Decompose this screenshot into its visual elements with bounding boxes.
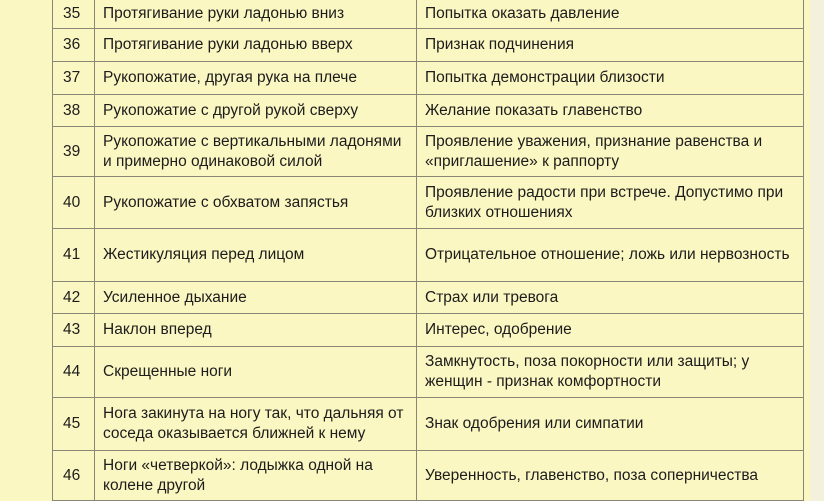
gesture-cell: Протягивание руки ладонью вниз xyxy=(95,0,417,29)
row-number: 39 xyxy=(53,127,95,177)
table-row xyxy=(53,398,804,451)
meaning-cell: Проявление уважения, признание равенства и «приглашение» к раппорту xyxy=(417,127,804,177)
meaning-cell: Попытка демонстрации близости xyxy=(417,62,804,95)
table-row xyxy=(53,282,804,314)
row-number: 43 xyxy=(53,314,95,347)
meaning-cell: Замкнутость, поза покорности или защиты; у женщин - признак комфортности xyxy=(417,347,804,398)
row-number: 44 xyxy=(53,347,95,398)
row-number: 37 xyxy=(53,62,95,95)
row-number: 46 xyxy=(53,451,95,501)
row-number: 45 xyxy=(53,398,95,451)
meaning-cell: Уверенность, главенство, поза соперничества xyxy=(417,451,804,501)
row-number: 41 xyxy=(53,229,95,282)
row-number: 40 xyxy=(53,177,95,229)
meaning-cell: Интерес, одобрение xyxy=(417,314,804,347)
meaning-cell: Знак одобрения или симпатии xyxy=(417,398,804,451)
gesture-cell: Ноги «четверкой»: лодыжка одной на колене другой xyxy=(95,451,417,501)
row-number: 35 xyxy=(53,0,95,29)
gesture-cell: Рукопожатие с обхватом запястья xyxy=(95,177,417,229)
table-row xyxy=(53,29,804,62)
meaning-cell: Проявление радости при встрече. Допустимо при близких отношениях xyxy=(417,177,804,229)
table-row xyxy=(53,229,804,282)
meaning-cell: Признак подчинения xyxy=(417,29,804,62)
table-row xyxy=(53,347,804,398)
table-row xyxy=(53,314,804,347)
gesture-cell: Рукопожатие, другая рука на плече xyxy=(95,62,417,95)
gesture-meaning-table xyxy=(52,0,804,501)
gesture-cell: Рукопожатие с вертикальными ладонями и примерно одинаковой силой xyxy=(95,127,417,177)
row-number: 36 xyxy=(53,29,95,62)
row-number: 38 xyxy=(53,95,95,127)
table-body xyxy=(53,0,804,501)
gesture-cell: Наклон вперед xyxy=(95,314,417,347)
meaning-cell: Страх или тревога xyxy=(417,282,804,314)
page-edge xyxy=(810,0,824,501)
gesture-cell: Скрещенные ноги xyxy=(95,347,417,398)
table-row xyxy=(53,127,804,177)
row-number: 42 xyxy=(53,282,95,314)
table-row xyxy=(53,95,804,127)
gesture-cell: Усиленное дыхание xyxy=(95,282,417,314)
table-row xyxy=(53,177,804,229)
gesture-cell: Жестикуляция перед лицом xyxy=(95,229,417,282)
table-row xyxy=(53,62,804,95)
gesture-cell: Рукопожатие с другой рукой сверху xyxy=(95,95,417,127)
meaning-cell: Отрицательное отношение; ложь или нервозность xyxy=(417,229,804,282)
gesture-cell: Нога закинута на ногу так, что дальняя от соседа оказывается ближней к нему xyxy=(95,398,417,451)
meaning-cell: Попытка оказать давление xyxy=(417,0,804,29)
gesture-cell: Протягивание руки ладонью вверх xyxy=(95,29,417,62)
table-row xyxy=(53,451,804,501)
table-row xyxy=(53,0,804,29)
meaning-cell: Желание показать главенство xyxy=(417,95,804,127)
